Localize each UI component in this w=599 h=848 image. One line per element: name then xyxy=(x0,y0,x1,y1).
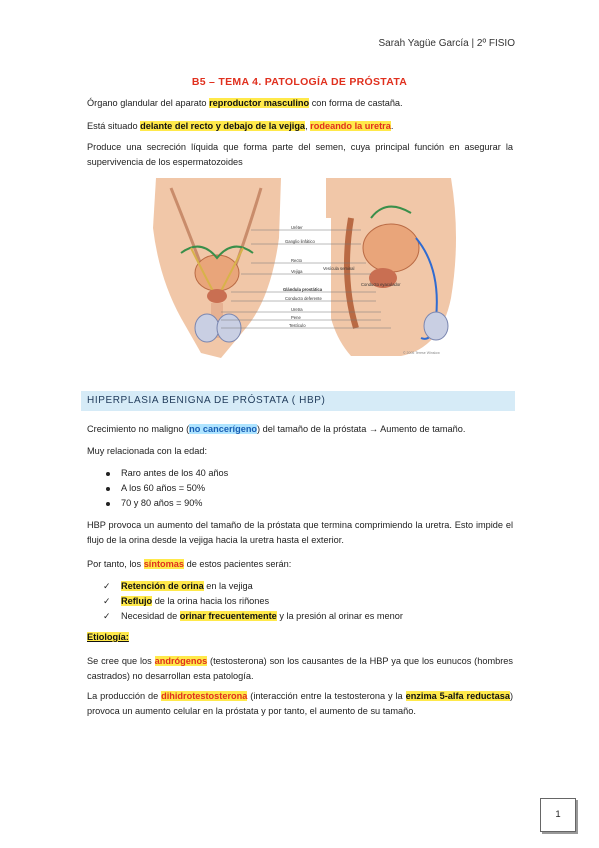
label-conducto-deferente: Conducto deferente xyxy=(285,296,322,301)
list-item: ✓ Retención de orina en la vejiga xyxy=(87,579,513,594)
highlight-uretra: rodeando la uretra xyxy=(310,121,391,131)
label-uretra: Uretra xyxy=(291,307,303,312)
prostate-anatomy-figure xyxy=(151,178,466,358)
symptom-list xyxy=(87,579,513,624)
page-title: B5 – TEMA 4. PATOLOGÍA DE PRÓSTATA xyxy=(191,76,408,88)
label-recto: Recto xyxy=(291,258,302,263)
hbp-paragraph-5: Se cree que los andrógenos (testosterona) son los causantes de la HBP ya que los eunucos (hombres castrados) no desarrollan esta patología. xyxy=(87,656,513,681)
list-item: ✓ Reflujo de la orina hacia los riñones xyxy=(87,594,513,609)
label-pene: Pene xyxy=(291,315,301,320)
intro-paragraph-3: Produce una secreción líquida que forma parte del semen, cuya principal función en asegurar la supervivencia de los espermatozoides xyxy=(87,142,513,167)
figure-credit: © 2005 Terese Winslow xyxy=(403,351,440,355)
hbp-paragraph-1: Crecimiento no maligno (no cancerígeno) del tamaño de la próstata → Aumento de tamaño. xyxy=(87,424,466,434)
list-item: 70 y 80 años = 90% xyxy=(87,496,513,511)
hbp-paragraph-6: La producción de dihidrotestosterona (interacción entre la testosterona y la enzima 5-alfa reductasa) provoca un aumento celular en la próstata y por tanto, el aumento de su tamaño. xyxy=(87,691,513,716)
highlight-enzima: enzima 5-alfa reductasa xyxy=(405,691,510,701)
list-item: ✓ Necesidad de orinar frecuentemente y la presión al orinar es menor xyxy=(87,609,513,624)
intro-paragraph-2: Está situado delante del recto y debajo de la vejiga, rodeando la uretra. xyxy=(87,121,394,131)
highlight-location: delante del recto y debajo de la vejiga xyxy=(140,121,306,131)
label-testiculo: Testículo xyxy=(289,323,306,328)
list-item: A los 60 años = 50% xyxy=(87,481,513,496)
hbp-paragraph-3: HBP provoca un aumento del tamaño de la próstata que termina comprimiendo la uretra. Esto impide el flujo de la orina desde la vejiga hacia la uretra hasta el exterior. xyxy=(87,520,513,545)
age-list xyxy=(87,466,513,511)
label-glandula: Glándula prostática xyxy=(283,287,323,292)
intro-paragraph-1: Órgano glandular del aparato reproductor masculino con forma de castaña. xyxy=(87,98,403,108)
label-ganglio: Ganglio linfático xyxy=(285,239,315,244)
highlight-sintomas: síntomas xyxy=(143,559,185,569)
label-ureter: Uréter xyxy=(291,225,303,230)
hbp-paragraph-4: Por tanto, los síntomas de estos pacientes serán: xyxy=(87,559,292,569)
list-item: Raro antes de los 40 años xyxy=(87,466,513,481)
highlight-androgenos: andrógenos xyxy=(154,656,208,666)
label-conducto-eyaculador: Conducto eyaculador xyxy=(361,282,401,287)
highlight-dihidrotestosterona: dihidrotestosterona xyxy=(161,691,248,701)
check-icon: ✓ xyxy=(103,611,111,621)
page-header: Sarah Yagüe García | 2º FISIO xyxy=(378,38,515,49)
label-vejiga: Vejiga xyxy=(291,269,303,274)
section-heading-hbp: HIPERPLASIA BENIGNA DE PRÓSTATA ( HBP) xyxy=(81,391,515,411)
etiology-heading: Etiología: xyxy=(87,632,129,642)
check-icon: ✓ xyxy=(103,596,111,606)
page-number: 1 xyxy=(540,798,576,832)
highlight-reproductor: reproductor masculino xyxy=(209,98,310,108)
check-icon: ✓ xyxy=(103,581,111,591)
highlight-no-cancerigeno: no cancerígeno xyxy=(189,424,258,434)
label-vesicula: Vesícula seminal xyxy=(323,266,355,271)
hbp-paragraph-2: Muy relacionada con la edad: xyxy=(87,446,208,456)
